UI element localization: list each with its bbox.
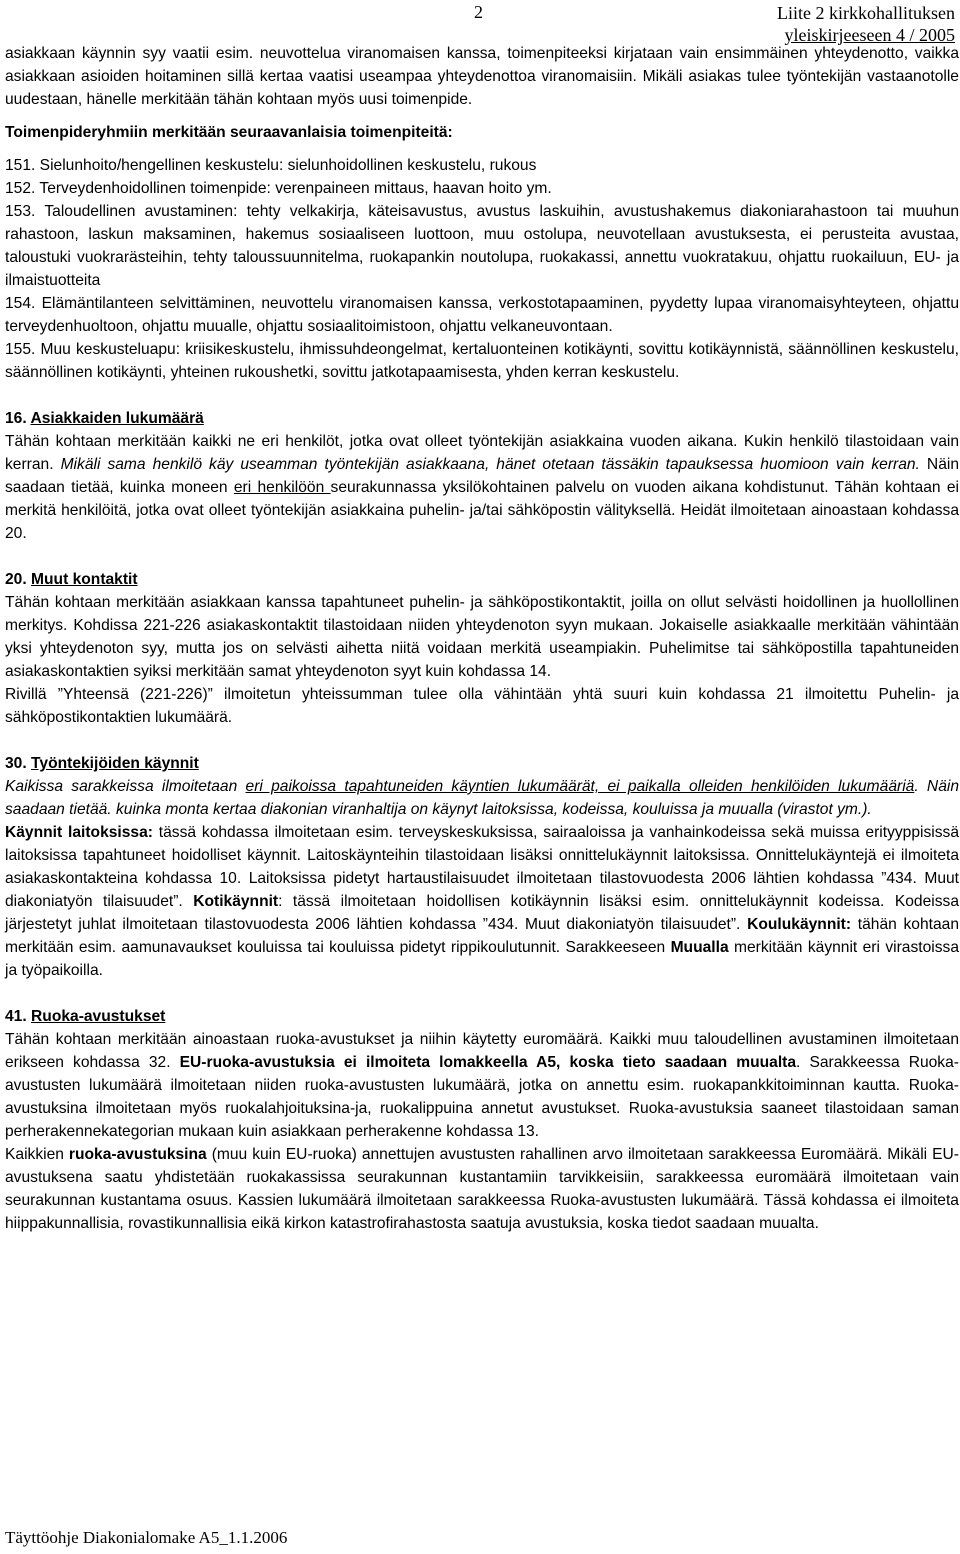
text-run: tässä kohdassa ilmoitetaan esim. terveyskeskuksissa, sairaaloissa ja vanhainkodeissa sekä muissa erityyppisissä laitoksissa tapahtuneet hoidolliset käynnit. Laitoskäynteihin tilastoidaan lisäksi onnittelukäynnit laitoksissa. Onnittelukäyntejä ei ilmoiteta asiakaskontakteina kohdassa 10. Laitoksissa pidetyt hartaustilaisuudet ilmoitetaan tilastovuodesta 2006 lähtien kohdassa ”434. Muut diakoniatyön tilaisuudet”. [5, 824, 959, 910]
bold-run: Muualla [670, 939, 729, 956]
document-footer: Täyttöohje Diakonialomake A5_1.1.2006 [5, 1528, 288, 1547]
measure-item-151: 151. Sielunhoito/hengellinen keskustelu: sielunhoidollinen keskustelu, rukous [5, 157, 537, 174]
section-number: 30. [5, 755, 27, 772]
measures-heading: Toimenpideryhmiin merkitään seuraavanlaisia toimenpiteitä: [5, 124, 453, 141]
section-title: Asiakkaiden lukumäärä [30, 410, 204, 427]
section-41-paragraph-2 [5, 1143, 959, 1235]
text-run: . Sarakkeessa Ruoka-avustusten lukumäärä ilmoitetaan niiden ruoka-avustusten lukumäärä, jotka on annettu esim. ruokapankkitoiminnan kautta. Ruoka-avustuksina ilmoitetaan myös ruokalahjoituksina-ja, ruokalippuina annetut avustukset. Ruoka-avustuksia saaneet tilastoidaan saman perherakennekategorian mukaan kuin asiakkaan perherakenne kohdassa 13. [5, 1054, 959, 1140]
section-title: Muut kontaktit [31, 571, 138, 588]
bold-run: EU-ruoka-avustuksia ei ilmoiteta lomakkeella A5, koska tieto saadaan muualta [179, 1054, 797, 1071]
section-number: 20. [5, 571, 27, 588]
measure-item-152: 152. Terveydenhoidollinen toimenpide: verenpaineen mittaus, haavan hoito ym. [5, 180, 552, 197]
text-run: Kaikkien [5, 1146, 69, 1163]
measure-item-155: 155. Muu keskusteluapu: kriisikeskustelu, ihmissuhdeongelmat, kertaluonteinen kotikäynti, sovittu kotikäynnistä, säännöllinen keskustelu, säännöllinen kotikäynti, yhteinen rukoushetki, sovittu jatkotapaamisesta, yhden kerran keskustelu. [5, 341, 959, 381]
intro-paragraph: asiakkaan käynnin syy vaatii esim. neuvottelua viranomaisen kanssa, toimenpiteeksi kirjataan vain ensimmäinen yhteydenotto, vaikka asiakkaan asioiden hoitaminen sillä kertaa vaatisi useampaa yhteydenottoa viranomaisiin. Mikäli asiakas tulee työntekijän vastaanotolle uudestaan, hänelle merkitään tähän kohtaan myös uusi toimenpide. [5, 45, 959, 108]
text-run: Kaikissa sarakkeissa ilmoitetaan [5, 778, 246, 795]
section-41-paragraph-1 [5, 1028, 959, 1143]
section-30-italic-paragraph [5, 775, 959, 821]
italic-run: Mikäli sama henkilö käy useamman työntekijän asiakkaana, hänet otetaan tässäkin tapauksessa huomioon vain kerran. [60, 456, 920, 473]
text-run: Tähän kohtaan merkitään kaikki ne eri henkilöt, jotka ovat olleet työntekijän asiakkaina vuoden aikana. Kukin henkilö tilastoidaan vain kerran. [5, 433, 959, 473]
text-run: . Näin saadaan tietää. kuinka monta kertaa diakonian viranhaltija on käynyt laitoksissa, kodeissa, kouluissa ja muualla (virastot ym.). [5, 778, 959, 818]
section-number: 41. [5, 1008, 27, 1025]
measure-item-153: 153. Taloudellinen avustaminen: tehty velkakirja, käteisavustus, avustus laskuihin, avustushakemus diakoniarahastoon tai muuhun rahastoon, laskun maksaminen, hakemus sosiaaliseen luottoon, muu ostolupa, neuvotellaan avustuksesta, ei perusteita avustaa, taloustuki vuokrarästeihin, tehty taloussuunnitelma, ruokapankin noutolupa, ruokakassi, annettu vuokratakuu, ohjattu ruokailuun, EU- ja ilmaistuotteita [5, 203, 959, 289]
bold-run: Kotikäynnit [193, 893, 279, 910]
underlined-run: eri henkilöön [233, 479, 331, 496]
text-run: Tähän kohtaan merkitään ainoastaan ruoka-avustukset ja niihin käytetty euromäärä. Kaikki muu taloudellinen avustaminen ilmoitetaan erikseen kohdassa 32. [5, 1031, 959, 1071]
document-header [655, 2, 955, 46]
section-heading-41 [5, 1005, 959, 1028]
text-run: Näin saadaan tietää, kuinka moneen [5, 456, 960, 496]
section-heading-30 [5, 752, 959, 775]
section-20-paragraph-1: Tähän kohtaan merkitään asiakkaan kanssa tapahtuneet puhelin- ja sähköpostikontaktit, joilla on ollut selvästi hoidollinen ja huollollinen merkitys. Kohdissa 221-226 asiakaskontaktit tilastoidaan niiden yhteydenoton syyn mukaan. Jokaiselle asiakkaalle merkitään vähintään yksi yhteydenoton syy, mutta jos on selvästi aihetta niitä voidaan merkitä useampiakin. Puhelimitse tai sähköpostilla tapahtuneiden asiakaskontaktien syiksi merkitään samat yhteydenoton syyt kuin kohdassa 14. [5, 594, 959, 680]
section-number: 16. [5, 410, 27, 427]
bold-run: ruoka-avustuksina [68, 1146, 207, 1163]
section-16-text [5, 430, 959, 545]
bold-run: Koulukäynnit: [747, 916, 852, 933]
text-run: seurakunnassa yksilökohtainen palvelu on vuoden aikana kohdistunut. Tähän kohtaan ei merkitä henkilöitä, jotka ovat olleet työntekijän asiakkaina puhelin- ja/tai sähköpostin välityksellä. Heidät ilmoitetaan ainoastaan kohdassa 20. [5, 479, 959, 542]
underlined-run: eri paikoissa tapahtuneiden käyntien lukumäärät, ei paikalla olleiden henkilöiden lukumääriä [245, 778, 915, 795]
text-run: merkitään käynnit eri virastoissa ja työpaikoilla. [5, 939, 959, 979]
text-run: tähän kohtaan merkitään esim. aamunavaukset kouluissa tai kouluissa pidetyt rippikoulutunnit. Sarakkeeseen [5, 916, 960, 956]
section-title: Ruoka-avustukset [31, 1008, 166, 1025]
page-number: 2 [474, 2, 483, 22]
measure-item-154: 154. Elämäntilanteen selvittäminen, neuvottelu viranomaisen kanssa, verkostotapaaminen, pyydetty lupaa viranomaisyhteyteen, ohjattu terveydenhuoltoon, ohjattu muualle, ohjattu sosiaalitoimistoon, ohjattu velkaneuvontaan. [5, 295, 959, 335]
section-20-paragraph-2: Rivillä ”Yhteensä (221-226)” ilmoitetun yhteissumman tulee olla vähintään yhtä suuri kuin kohdassa 21 ilmoitettu Puhelin- ja sähköpostikontaktien lukumäärä. [5, 686, 959, 726]
bold-run: Käynnit laitoksissa: [5, 824, 153, 841]
section-heading-16 [5, 407, 959, 430]
document-body [5, 42, 959, 1235]
section-30-paragraph [5, 821, 959, 982]
section-title: Työntekijöiden käynnit [31, 755, 199, 772]
header-line-2: yleiskirjeeseen 4 / 2005 [784, 25, 955, 45]
section-heading-20 [5, 568, 959, 591]
header-line-1: Liite 2 kirkkohallituksen [777, 3, 955, 23]
text-run: : tässä ilmoitetaan hoidollisen kotikäynnin lisäksi esim. onnittelukäynnit kodeissa. Kodeissa järjestetyt juhlat ilmoitetaan tilastovuodesta 2006 lähtien kohdassa ”434. Muut diakoniatyön tilaisuudet”. [5, 893, 959, 933]
text-run: (muu kuin EU-ruoka) annettujen avustusten rahallinen arvo ilmoitetaan sarakkeessa Euromäärä. Mikäli EU-avustuksena saatu yhdistetään ruokakassissa seurakunnan kustantamiin tarvikkeisiin, sarakkeessa euromäärä ilmoitetaan vain seurakunnan kustantama osuus. Kassien lukumäärä ilmoitetaan sarakkeessa Ruoka-avustusten lukumäärä. Tässä kohdassa ei ilmoiteta hiippakunnallisia, rovastikunnallisia eikä kirkon katastrofirahastosta saatuja avustuksia, koska tiedot saadaan muualta. [5, 1146, 959, 1232]
